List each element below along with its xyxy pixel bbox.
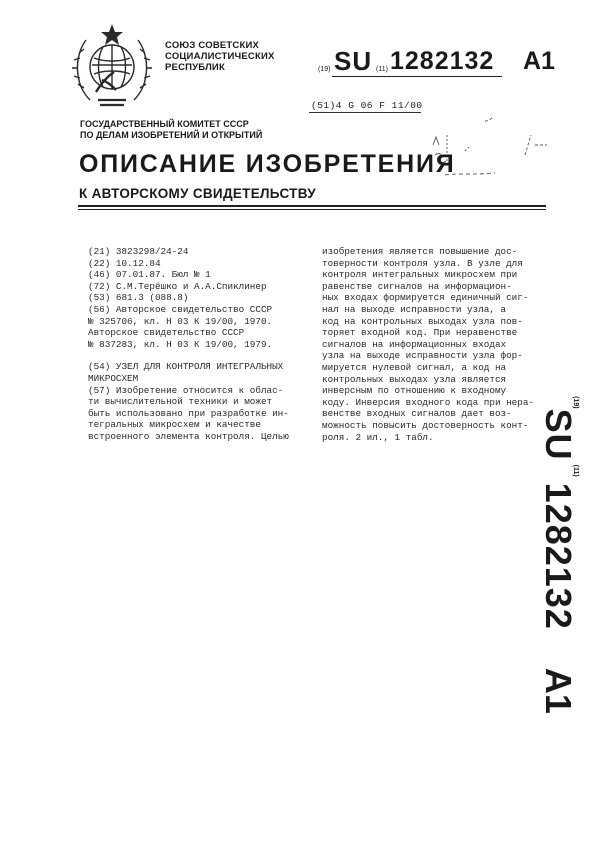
union-name: [165, 40, 295, 73]
code-19: (19): [318, 66, 331, 73]
biblio-line: (56) Авторское свидетельство СССР: [88, 303, 273, 315]
abstract-line: узла на выходе исправности узла фор-: [322, 350, 523, 362]
abstract-line: инверсным по отношению к входному: [322, 385, 507, 397]
side-code-19: (19): [572, 396, 579, 409]
biblio-line: (21) 3823298/24-24: [88, 246, 189, 257]
number-underline: [332, 76, 502, 77]
document-subtitle: К АВТОРСКОМУ СВИДЕТЕЛЬСТВУ: [79, 186, 316, 201]
biblio-line: (46) 07.01.87. Бюл № 1: [88, 269, 211, 281]
document-title: ОПИСАНИЕ ИЗОБРЕТЕНИЯ: [79, 150, 456, 178]
abstract-line: роля. 2 ил., 1 табл.: [322, 431, 434, 443]
abstract-line: можность повысить достоверность конт-: [322, 419, 529, 431]
abstract-line: быть использовано при разработке ин-: [88, 407, 289, 419]
side-patent-number: 1282132: [538, 482, 579, 630]
side-code-11: (11): [572, 464, 579, 477]
abstract-line: контрольных выходах узла является: [322, 373, 507, 385]
side-patent-stamp: [518, 396, 598, 714]
biblio-line: (53) 681.3 (088.8): [88, 292, 189, 304]
biblio-line: № 325706, кл. Н 03 К 19/00, 1970.: [88, 315, 273, 327]
biblio-line: Авторское свидетельство СССР: [88, 327, 245, 339]
abstract-line: тегральных микросхем и качестве: [88, 419, 261, 431]
side-country-code: SU: [538, 408, 579, 461]
abstract-line: контроля интегральных микросхем при: [322, 269, 518, 281]
ipc-classification: (51)4 G 06 F 11/00: [311, 100, 423, 111]
ipc-underline: [309, 112, 421, 113]
code-11: (11): [376, 66, 388, 73]
kind-code: A1: [523, 47, 555, 75]
abstract-line: венстве входных сигналов дает воз-: [322, 408, 512, 420]
abstract-line: торяет входной код. При неравенстве: [322, 327, 518, 339]
side-kind-code: A1: [538, 667, 579, 714]
abstract-line: код на контрольных выходах узла пов-: [322, 315, 523, 327]
committee-line: ПО ДЕЛАМ ИЗОБРЕТЕНИЙ И ОТКРЫТИЙ: [80, 130, 263, 140]
abstract-line: равенстве сигналов на информацион-: [322, 280, 512, 292]
invention-title-line: МИКРОСХЕМ: [88, 372, 139, 384]
biblio-line: (22) 10.12.84: [88, 257, 161, 269]
abstract-line: нал на выходе исправности узла, а: [322, 303, 507, 315]
bibliographic-data: [88, 246, 320, 443]
abstract-line: товерности контроля узла. В узле для: [322, 257, 523, 269]
abstract-line: (57) Изобретение относится к облас-: [88, 384, 284, 396]
patent-number: 1282132: [390, 47, 495, 75]
ussr-state-emblem-icon: [68, 22, 156, 110]
biblio-line: (72) С.М.Терёшко и А.А.Спиклинер: [88, 280, 267, 292]
union-name-line: СОЦИАЛИСТИЧЕСКИХ: [165, 51, 275, 62]
union-name-line: СОЮЗ СОВЕТСКИХ: [165, 40, 260, 51]
title-rule-thin: [78, 209, 546, 210]
committee-line: ГОСУДАРСТВЕННЫЙ КОМИТЕТ СССР: [80, 119, 249, 129]
abstract-line: встроенного элемента контроля. Целью: [88, 430, 289, 442]
abstract-line: ти вычислительной техники и может: [88, 396, 273, 408]
invention-title-line: (54) УЗЕЛ ДЛЯ КОНТРОЛЯ ИНТЕГРАЛЬНЫХ: [88, 361, 284, 373]
patent-number-block: [318, 48, 568, 78]
abstract-line: коду. Инверсия входного кода при нера-: [322, 396, 535, 408]
biblio-line: № 837283, кл. Н 03 К 19/00, 1979.: [88, 338, 273, 350]
abstract-line: сигналов на информационных входах: [322, 338, 507, 350]
committee: [80, 119, 320, 141]
abstract-line: ных входах формируется единичный сиг-: [322, 292, 529, 304]
abstract-line: изобретения является повышение дос-: [322, 246, 518, 257]
union-name-line: РЕСПУБЛИК: [165, 62, 225, 73]
abstract-continuation: [322, 246, 550, 443]
country-code: SU: [334, 46, 373, 76]
title-rule: [78, 205, 546, 207]
abstract-line: мируется нулевой сигнал, а код на: [322, 361, 507, 373]
